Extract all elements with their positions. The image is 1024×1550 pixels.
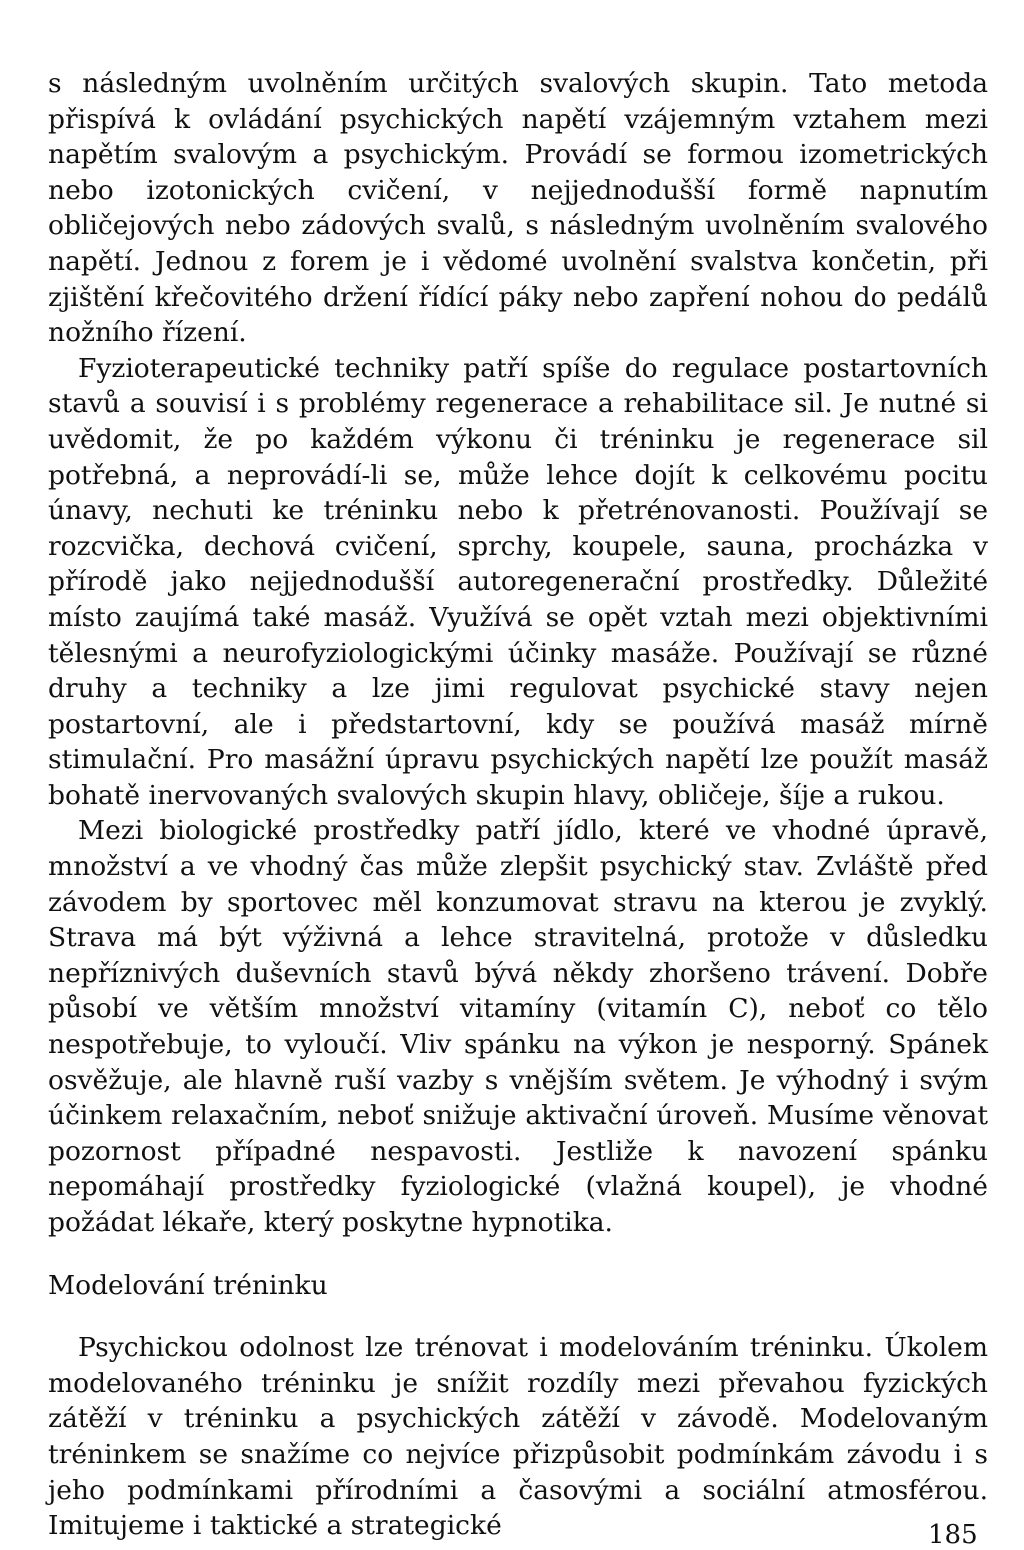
paragraph-relaxation: s následným uvolněním určitých svalových skupin. Tato metoda přispívá k ovládání psychických napětí vzájemným vztahem mezi napětím svalovým a psychickým. Provádí se formou izometrických nebo izotonických cvičení, v nejjednodušší formě napnutím obličejových nebo zádových svalů, s následným uvolněním svalového napětí. Jednou z forem je i vědomé uvolnění svalstva končetin, při zjištění křečovitého držení řídící páky nebo zapření nohou do pedálů nožního řízení. — [48, 68, 988, 349]
paragraph-training-modeling: Psychickou odolnost lze trénovat i modelováním tréninku. Úkolem modelovaného tréninku je snížit rozdíly mezi převahou fyzických zátěží v tréninku a psychických zátěží v závodě. Modelovaným tréninkem se snažíme co nejvíce přizpůsobit podmínkám závodu i s jeho podmínkami přírodními a časovými a sociální atmosférou. Imitujeme i taktické a strategické — [48, 1332, 988, 1542]
section-heading: Modelování tréninku — [48, 1269, 328, 1301]
page-body — [48, 66, 988, 1544]
paragraph-biological-means: Mezi biologické prostředky patří jídlo, které ve vhodné úpravě, množství a ve vhodný čas může zlepšit psychický stav. Zvláště před závodem by sportovec měl konzumovat stravu na kterou je zvyklý. Strava má být výživná a lehce stravitelná, protože v důsledku nepříznivých duševních stavů bývá někdy zhoršeno trávení. Dobře působí ve větším množství vitamíny (vitamín C), neboť co tělo nespotřebuje, to vyloučí. Vliv spánku na výkon je nesporný. Spánek osvěžuje, ale hlavně ruší vazby s vnějším světem. Je výhodný i svým účinkem relaxačním, neboť snižuje aktivační úroveň. Musíme věnovat pozornost případné nespavosti. Jestliže k navození spánku nepomáhají prostředky fyziologické (vlažná koupel), je vhodné požádat lékaře, který poskytne hypnotika. — [48, 815, 988, 1238]
paragraph-physiotherapy: Fyzioterapeutické techniky patří spíše do regulace postartovních stavů a souvisí i s problémy regenerace a rehabilitace sil. Je nutné si uvědomit, že po každém výkonu či tréninku je regenerace sil potřebná, a neprovádí-li se, může lehce dojít k celkovému pocitu únavy, nechuti ke tréninku nebo k přetrénovanosti. Používají se rozcvička, dechová cvičení, sprchy, koupele, sauna, procházka v přírodě jako nejjednodušší autoregenerační prostředky. Důležité místo zaujímá také masáž. Využívá se opět vztah mezi objektivními tělesnými a neurofyziologickými účinky masáže. Používají se různé druhy a techniky a lze jimi regulovat psychické stavy nejen postartovní, ale i předstartovní, kdy se používá masáž mírně stimulační. Pro masážní úpravu psychických napětí lze použít masáž bohatě inervovaných svalových skupin hlavy, obličeje, šíje a rukou. — [48, 352, 988, 811]
page-number: 185 — [928, 1520, 978, 1550]
